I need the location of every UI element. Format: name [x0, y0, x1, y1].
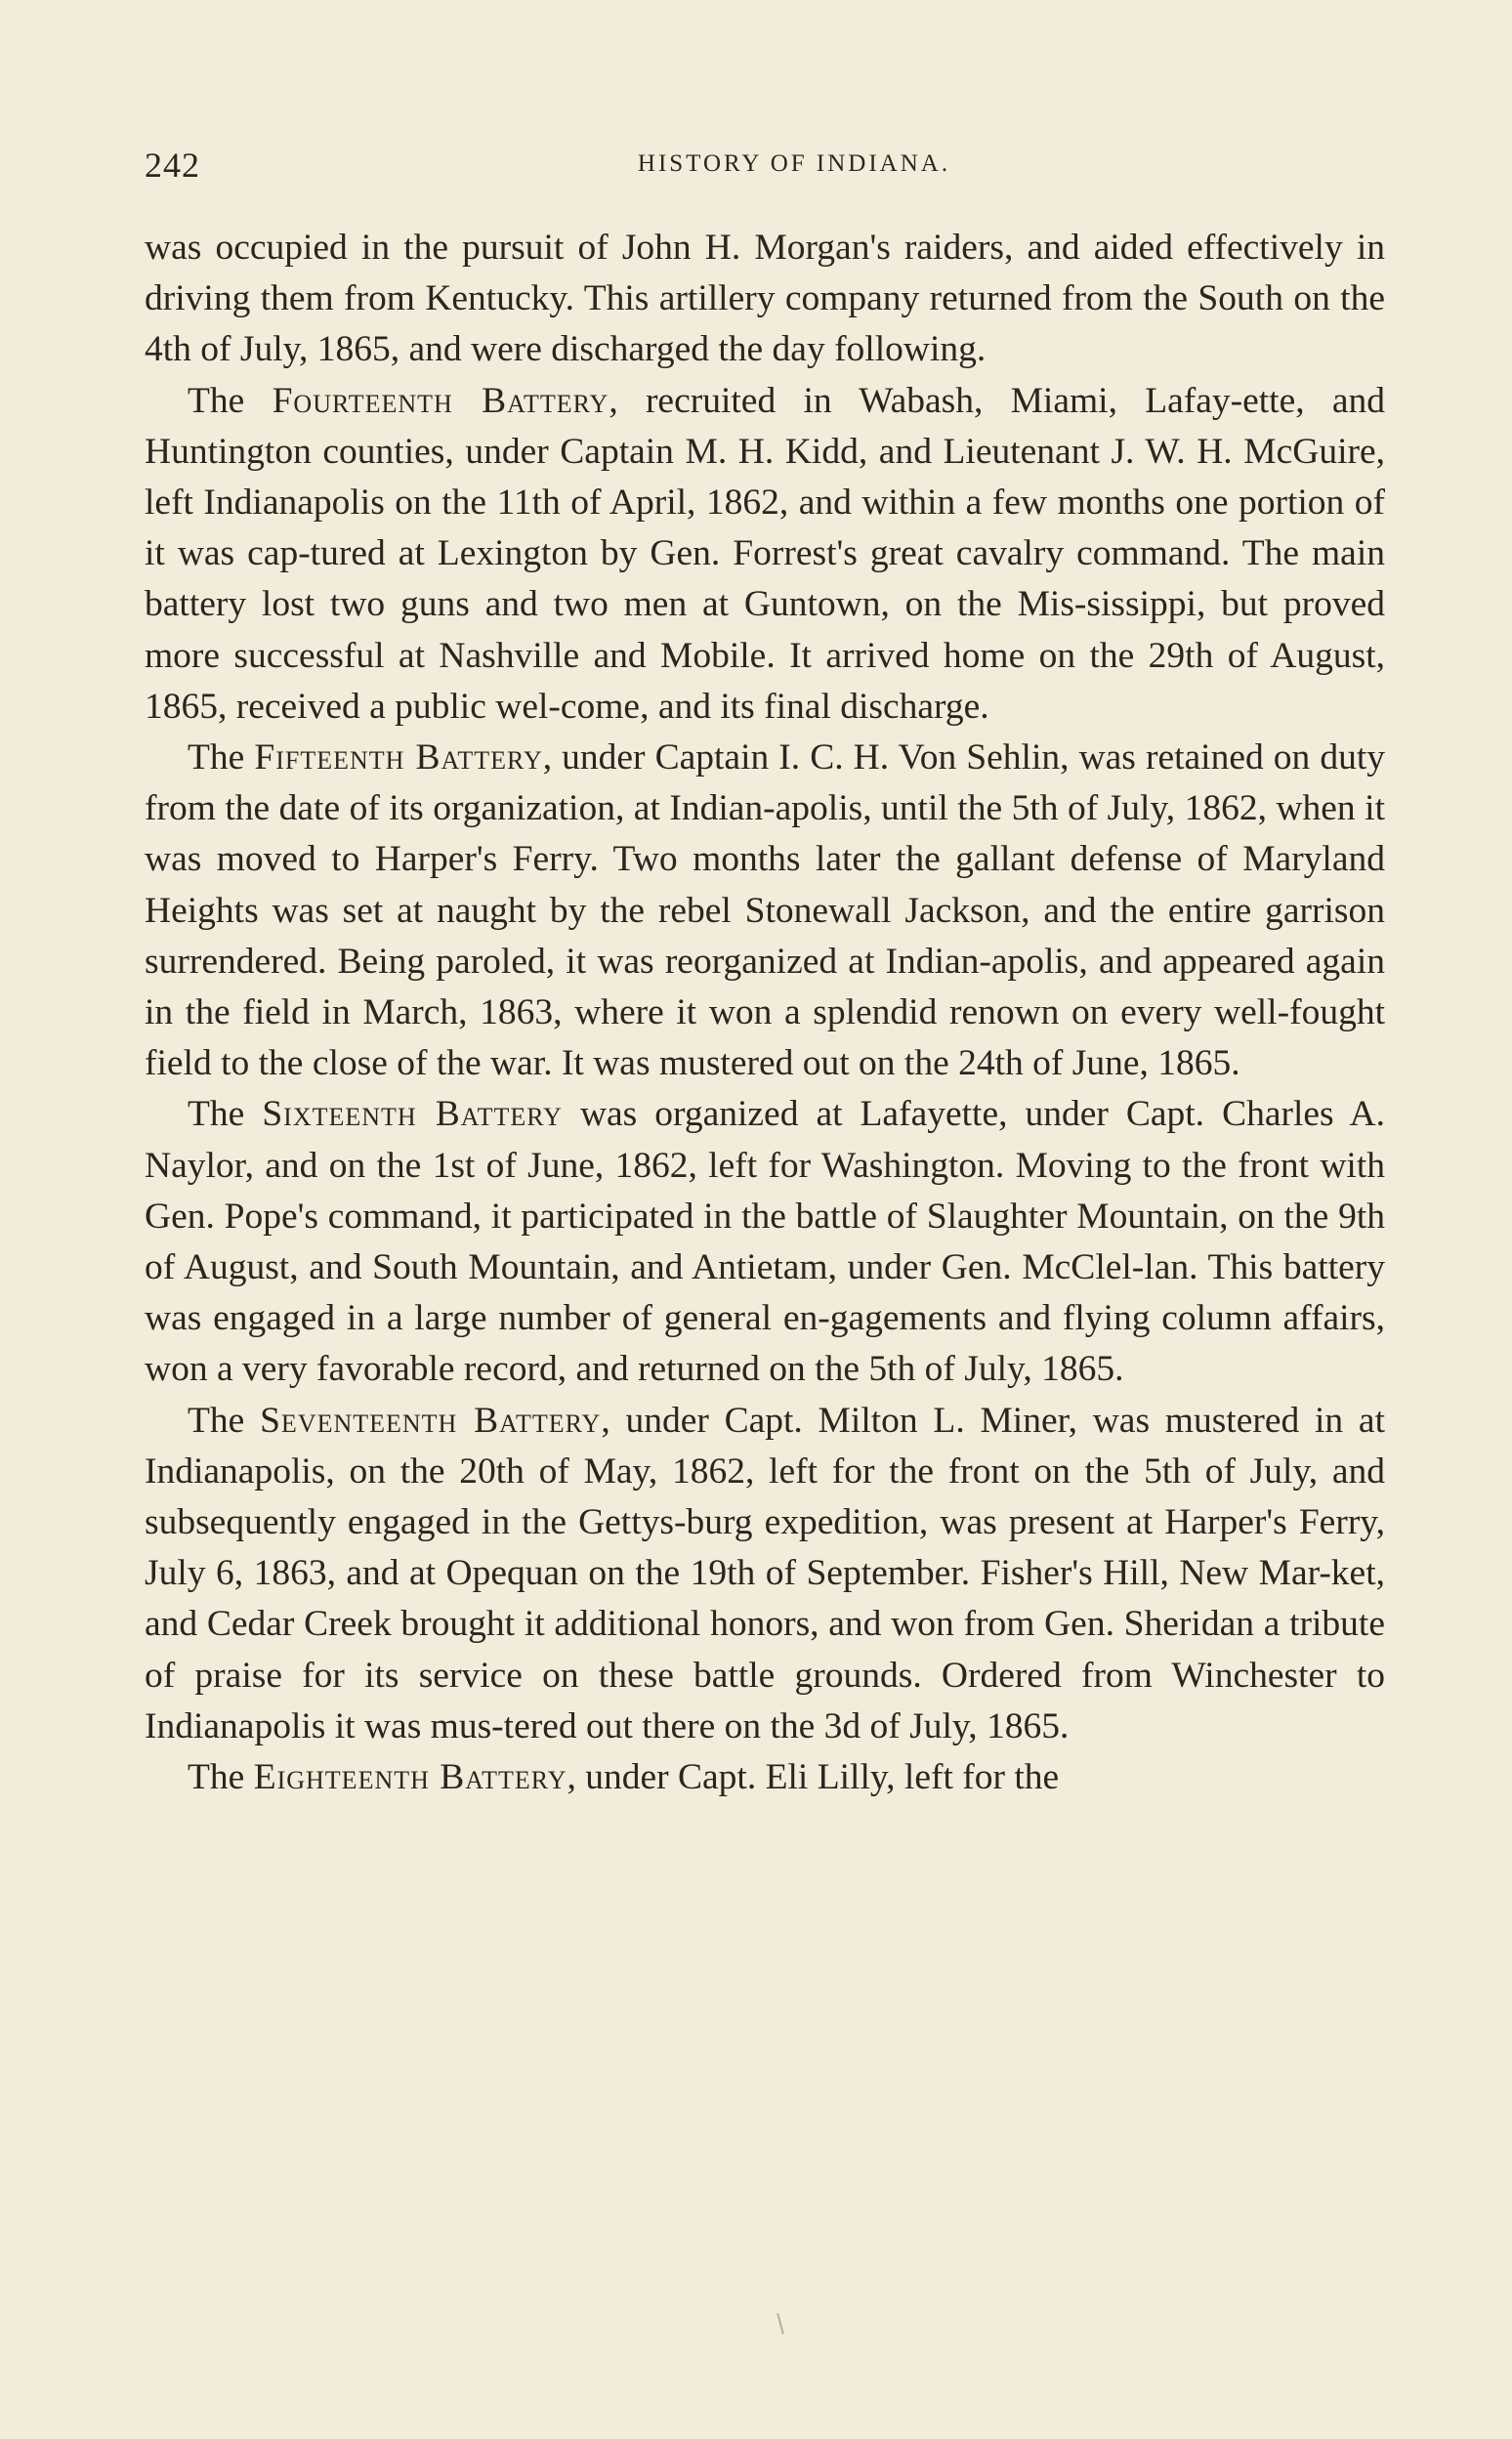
paragraph-lead: The	[188, 1094, 245, 1135]
battery-heading: Sixteenth Battery	[262, 1094, 563, 1135]
paragraph-fourteenth-battery	[145, 376, 1385, 733]
paragraph-text: , under Capt. Eli Lilly, left for the	[567, 1757, 1060, 1798]
paragraph-lead: The	[188, 1400, 245, 1441]
paragraph-lead: The	[188, 380, 245, 421]
paragraph-text: , under Captain I. C. H. Von Sehlin, was retained on duty from the date of its organization, at Indian-apolis, until the 5th of July, 1862, when it was moved to Harper's Ferry. Two months later the gallant defense of Maryland Heights was set at naught by the rebel Stonewall Jackson, and the entire garrison surrendered. Being paroled, it was reorganized at Indian-apolis, and appeared again in the field in March, 1863, where it won a splendid renown on every well-fought field to the close of the war. It was mustered out on the 24th of June, 1865.	[145, 737, 1385, 1084]
paragraph-fifteenth-battery	[145, 733, 1385, 1089]
book-page	[145, 0, 1385, 2439]
running-title: HISTORY OF INDIANA.	[637, 150, 951, 177]
paragraph-text: , recruited in Wabash, Miami, Lafay-ette, and Huntington counties, under Captain M. H. Kidd, and Lieutenant J. W. H. McGuire, left Indianapolis on the 11th of April, 1862, and within a few months one portion of it was cap-tured at Lexington by Gen. Forrest's great cavalry command. The main battery lost two guns and two men at Guntown, on the Mis-sissippi, but proved more successful at Nashville and Mobile. It arrived home on the 29th of August, 1865, received a public wel-come, and its final discharge.	[145, 380, 1385, 727]
battery-heading: Eighteenth Battery	[253, 1757, 567, 1798]
paragraph-text: , under Capt. Milton L. Miner, was mustered in at Indianapolis, on the 20th of May, 1862, left for the front on the 5th of July, and subsequently engaged in the Gettys-burg expedition, was present at Harper's Ferry, July 6, 1863, and at Opequan on the 19th of September. Fisher's Hill, New Mar-ket, and Cedar Creek brought it additional honors, and won from Gen. Sheridan a tribute of praise for its service on these battle grounds. Ordered from Winchester to Indianapolis it was mus-tered out there on the 3d of July, 1865.	[145, 1400, 1385, 1746]
body-text	[145, 223, 1385, 1803]
battery-heading: Fourteenth Battery	[272, 380, 609, 421]
paragraph-eighteenth-battery	[145, 1752, 1385, 1803]
paragraph-lead: The	[188, 1757, 245, 1798]
paragraph-seventeenth-battery	[145, 1396, 1385, 1752]
paragraph-continuation	[145, 223, 1385, 376]
paragraph-text: was organized at Lafayette, under Capt. Charles A. Naylor, and on the 1st of June, 1862, left for Washington. Moving to the front with Gen. Pope's command, it participated in the battle of Slaughter Mountain, on the 9th of August, and South Mountain, and Antietam, under Gen. McClel-lan. This battery was engaged in a large number of general en-gagements and flying column affairs, won a very favorable record, and returned on the 5th of July, 1865.	[145, 1094, 1386, 1390]
running-head	[145, 145, 1385, 193]
paragraph-sixteenth-battery	[145, 1089, 1385, 1395]
paragraph-lead: The	[188, 737, 245, 778]
paragraph-text: was occupied in the pursuit of John H. Morgan's raiders, and aided effectively in driving them from Kentucky. This artillery company returned from the South on the 4th of July, 1865, and were discharged the day following.	[145, 228, 1385, 370]
battery-heading: Seventeenth Battery	[260, 1400, 602, 1441]
battery-heading: Fifteenth Battery	[254, 737, 543, 778]
page-number: 242	[145, 146, 200, 185]
stray-ink-mark	[777, 2313, 784, 2334]
